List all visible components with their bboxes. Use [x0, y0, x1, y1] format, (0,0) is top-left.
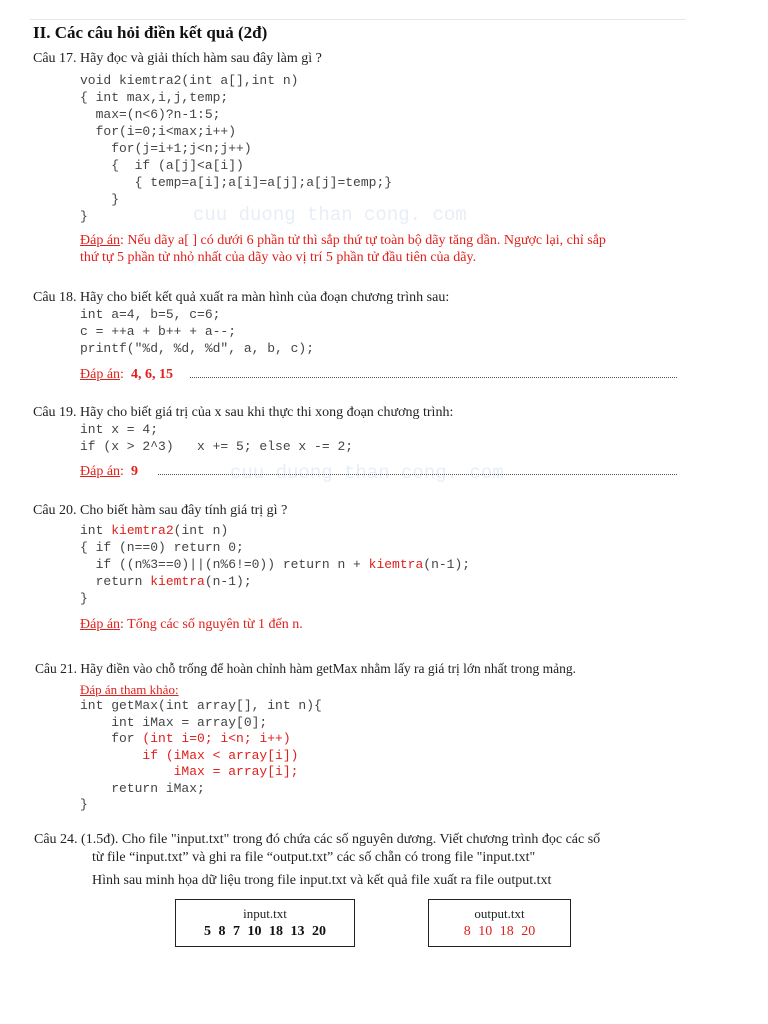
code-line: { temp=a[i];a[i]=a[j];a[j]=temp;} — [80, 175, 393, 190]
watermark: cuu duong than cong. com — [193, 204, 467, 226]
watermark: cuu duong than cong. com — [230, 462, 504, 484]
code-line: printf("%d, %d, %d", a, b, c); — [80, 341, 315, 356]
answer-text: : Nếu dãy a[ ] có dưới 6 phần tử thì sắp thứ tự toàn bộ dãy tăng dần. Ngược lại, chỉ sắp — [120, 233, 606, 248]
code-line — [80, 573, 470, 590]
code-line: } — [80, 797, 88, 812]
input-file-title: input.txt — [243, 906, 287, 921]
code-line: int a=4, b=5, c=6; — [80, 307, 221, 322]
answer-label: Đáp án — [80, 464, 121, 479]
answer-label: Đáp án — [80, 367, 121, 382]
q18-answer: Đáp án: 4, 6, 15 — [80, 367, 173, 382]
q19-answer: Đáp án: 9 — [80, 464, 138, 479]
function-name: kiemtra2 — [111, 523, 174, 538]
function-name: kiemtra — [368, 557, 424, 572]
code-line: if (iMax < array[i]) — [80, 747, 299, 763]
output-file-title: output.txt — [474, 906, 525, 921]
answer-value: 9 — [130, 464, 138, 479]
code-text: return — [80, 574, 151, 589]
code-line: for(i=0;i<max;i++) — [80, 124, 237, 139]
q24-question-line2: từ file “input.txt” và ghi ra file “output.txt” các số chẵn có trong file "input.txt" — [92, 850, 536, 865]
q18-question: Câu 18. Hãy cho biết kết quả xuất ra màn hình của đoạn chương trình sau: — [33, 290, 450, 305]
code-line: int iMax = array[0]; — [80, 714, 268, 730]
q21-question: Câu 21. Hãy điền vào chỗ trống để hoàn chỉnh hàm getMax nhằm lấy ra giá trị lớn nhất trong mảng. — [35, 661, 577, 676]
code-line: { int max,i,j,temp; — [80, 90, 229, 105]
q21-code — [80, 698, 322, 814]
code-line: } — [80, 591, 88, 606]
answer-label: Đáp án — [80, 233, 121, 248]
code-line: int getMax(int array[], int n){ — [80, 698, 322, 713]
code-answer: (int i=0; i<n; i++) — [142, 731, 291, 746]
q17-answer-line2: thứ tự 5 phần tử nhỏ nhất của dãy vào vị trí 5 phần tử đầu tiên của dãy. — [80, 250, 477, 265]
code-line: iMax = array[i]; — [80, 764, 299, 779]
code-line: return iMax; — [80, 780, 205, 796]
answer-dotted-line — [190, 377, 677, 378]
code-line: } — [80, 209, 88, 224]
code-line: for(j=i+1;j<n;j++) — [80, 141, 252, 156]
q20-code — [80, 522, 470, 607]
q24-illustration-caption: Hình sau minh họa dữ liệu trong file input.txt và kết quả file xuất ra file output.txt — [92, 873, 552, 888]
q20-answer — [80, 616, 303, 633]
answer-text: : Tổng các số nguyên từ 1 đến n. — [120, 617, 303, 632]
answer-label: Đáp án — [80, 617, 121, 632]
q20-question: Câu 20. Cho biết hàm sau đây tính giá trị gì ? — [33, 503, 288, 518]
q17-code — [80, 72, 392, 225]
code-text: for — [80, 731, 143, 746]
q17-answer — [80, 232, 606, 249]
code-line: max=(n<6)?n-1:5; — [80, 107, 221, 122]
output-file-values: 8 10 18 20 — [463, 924, 536, 939]
code-text: if ((n%3==0)||(n%6!=0)) return n + — [80, 557, 369, 572]
code-line: { if (n==0) return 0; — [80, 540, 244, 555]
top-rule — [30, 19, 686, 20]
answer-value: 4, 6, 15 — [130, 367, 173, 382]
code-line — [80, 522, 470, 539]
code-line: { if (a[j]<a[i]) — [80, 158, 244, 173]
input-file-box — [175, 899, 355, 947]
code-line: void kiemtra2(int a[],int n) — [80, 73, 299, 88]
code-line — [80, 731, 322, 748]
code-line — [80, 556, 470, 573]
answer-dotted-line — [158, 474, 677, 475]
function-name: kiemtra — [150, 574, 205, 589]
q17-question: Câu 17. Hãy đọc và giải thích hàm sau đây làm gì ? — [33, 51, 322, 66]
code-text: (n-1); — [204, 574, 252, 589]
code-text: int — [80, 523, 112, 538]
q19-question: Câu 19. Hãy cho biết giá trị của x sau khi thực thi xong đoạn chương trình: — [33, 405, 454, 420]
code-text: (int n) — [173, 523, 229, 538]
code-line: } — [80, 192, 120, 207]
section-title: II. Các câu hỏi điền kết quả (2đ) — [33, 23, 268, 42]
code-line: int x = 4; — [80, 422, 159, 437]
code-line: c = ++a + b++ + a--; — [80, 324, 237, 339]
q19-code — [80, 421, 353, 455]
q21-answer-label: Đáp án tham khảo: — [80, 682, 179, 697]
code-line: if (x > 2^3) x += 5; else x -= 2; — [80, 439, 354, 454]
output-file-box — [428, 899, 571, 947]
q18-code — [80, 306, 314, 357]
input-file-values: 5 8 7 10 18 13 20 — [204, 924, 326, 939]
q24-question: Câu 24. (1.5đ). Cho file "input.txt" trong đó chứa các số nguyên dương. Viết chương trình đọc các số — [34, 832, 601, 847]
code-text: (n-1); — [423, 557, 471, 572]
